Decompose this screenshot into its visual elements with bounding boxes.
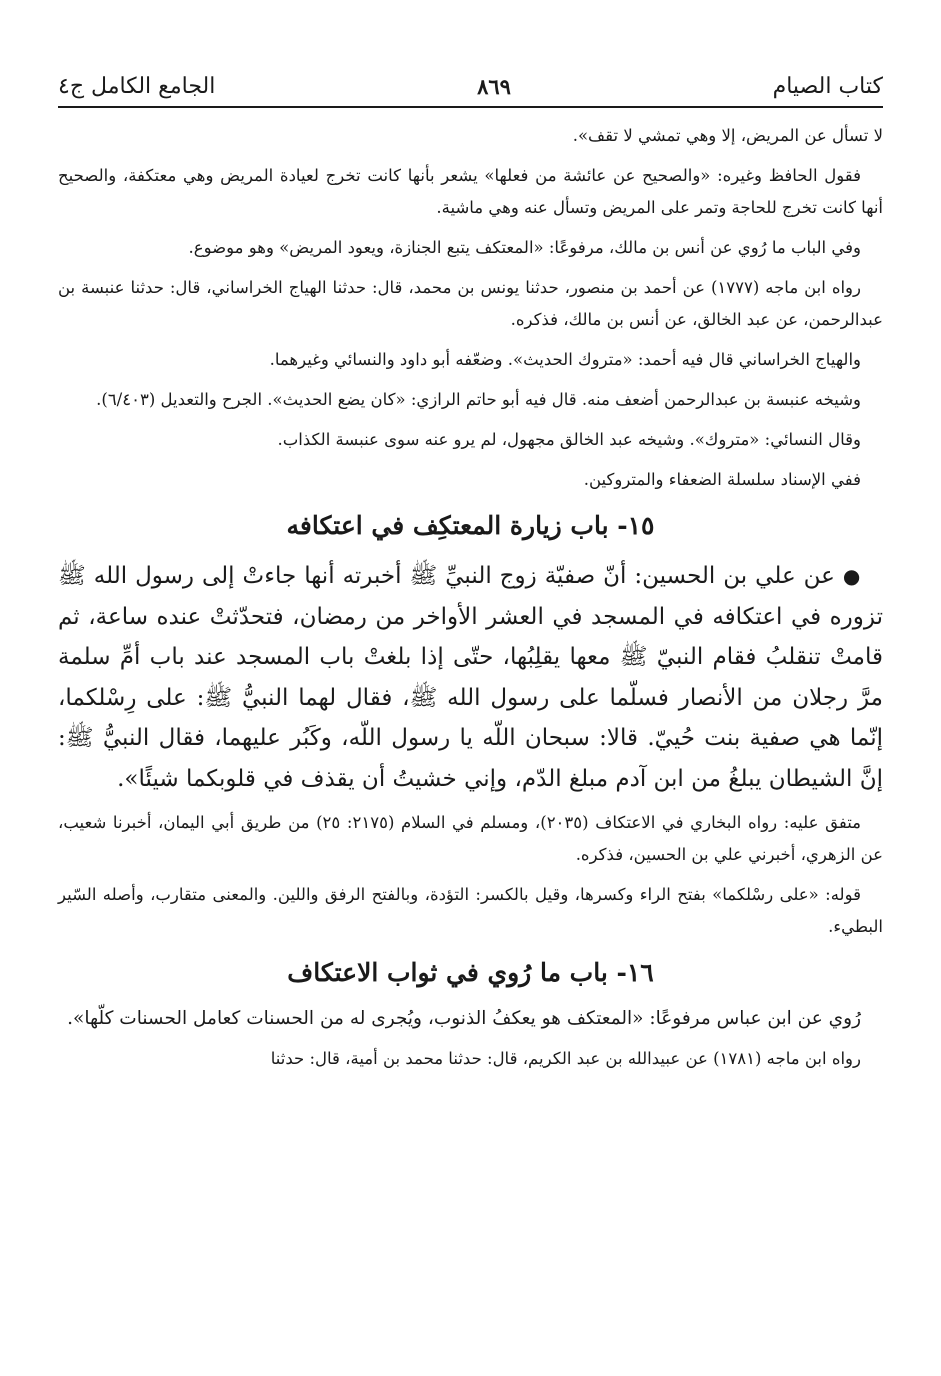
paragraph: وشيخه عنبسة بن عبدالرحمن أضعف منه. قال فيه أبو حاتم الرازي: «كان يضع الحديث». الجرح والتعديل (٦/٤٠٣).: [96, 390, 861, 409]
page-body: [58, 120, 883, 1083]
hadith-body: عن علي بن الحسين: أنّ صفيّة زوج النبيِّ ﷺ أخبرته أنها جاءتْ إلى رسول الله ﷺ تزوره في اعتكافه في المسجد في العشر الأواخر من رمضان، فتحدّثتْ عنده ساعة، ثم قامتْ تنقلبُ فقام النبيّ ﷺ معها يقلِبُها، حتّى إذا بلغتْ باب المسجد عند باب أمِّ سلمة مرَّ رجلان من الأنصار فسلّما على رسول الله ﷺ، فقال لهما النبيُّ ﷺ: على رِسْلكما، إنّما هي صفية بنت حُييّ. قالا: سبحان اللّه يا رسول اللّه، وكَبُر عليهما، فقال النبيُّ ﷺ: إنَّ الشيطان يبلغُ من ابن آدم مبلغ الدّم، وإني خشيتُ أن يقذف في قلوبكما شيئًا».: [58, 563, 883, 792]
paragraph: ففي الإسناد سلسلة الضعفاء والمتروكين.: [583, 470, 861, 489]
hadith-text: [58, 556, 883, 799]
paragraph: لا تسأل عن المريض، إلا وهي تمشي لا تقف».: [572, 126, 883, 145]
section-heading: ١٦- باب ما رُوي في ثواب الاعتكاف: [287, 958, 654, 987]
paragraph: فقول الحافظ وغيره: «والصحيح عن عائشة من فعلها» يشعر بأنها كانت تخرج لعيادة المريض وهي معتكفة، والصحيح أنها كانت تخرج للحاجة وتمر على المريض وتسأل عنه وهي ماشية.: [58, 166, 883, 217]
paragraph: رواه ابن ماجه (١٧٨١) عن عبيدالله بن عبد الكريم، قال: حدثنا محمد بن أمية، قال: حدثنا: [270, 1049, 861, 1068]
paragraph: وفي الباب ما رُوي عن أنس بن مالك، مرفوعًا: «المعتكف يتبع الجنازة، ويعود المريض» وهو موضوع.: [188, 238, 861, 257]
takhrij-paragraph: متفق عليه: رواه البخاري في الاعتكاف (٢٠٣٥)، ومسلم في السلام (٢١٧٥: ٢٥) من طريق أبي اليمان، أخبرنا شعيب، عن الزهري، أخبرني علي بن الحسين، فذكره.: [58, 813, 883, 864]
note-paragraph: قوله: «على رسْلكما» بفتح الراء وكسرها، وقيل بالكسر: التؤدة، وبالفتح الرفق واللين. والمعنى متقارب، وأصله السّير البطيء.: [58, 885, 883, 936]
bullet-icon: ●: [842, 564, 861, 588]
chapter-title: كتاب الصيام: [772, 73, 883, 99]
section-heading: ١٥- باب زيارة المعتكِف في اعتكافه: [286, 511, 655, 540]
running-header: [58, 66, 883, 108]
paragraph: وقال النسائي: «متروك». وشيخه عبد الخالق مجهول، لم يرو عنه سوى عنبسة الكذاب.: [277, 430, 861, 449]
paragraph: والهياج الخراساني قال فيه أحمد: «متروك الحديث». وضعّفه أبو داود والنسائي وغيرهما.: [269, 350, 861, 369]
page-number: ٨٦٩: [477, 73, 511, 99]
book-title: الجامع الكامل ج٤: [58, 73, 216, 99]
paragraph: رُوي عن ابن عباس مرفوعًا: «المعتكف هو يعكفُ الذنوب، ويُجرى له من الحسنات كعامل الحسنات كلّها».: [67, 1008, 861, 1029]
paragraph: رواه ابن ماجه (١٧٧٧) عن أحمد بن منصور، حدثنا يونس بن محمد، قال: حدثنا الهياج الخراساني، قال: حدثنا عنبسة بن عبدالرحمن، عن عبد الخالق، عن أنس بن مالك، فذكره.: [58, 278, 883, 329]
